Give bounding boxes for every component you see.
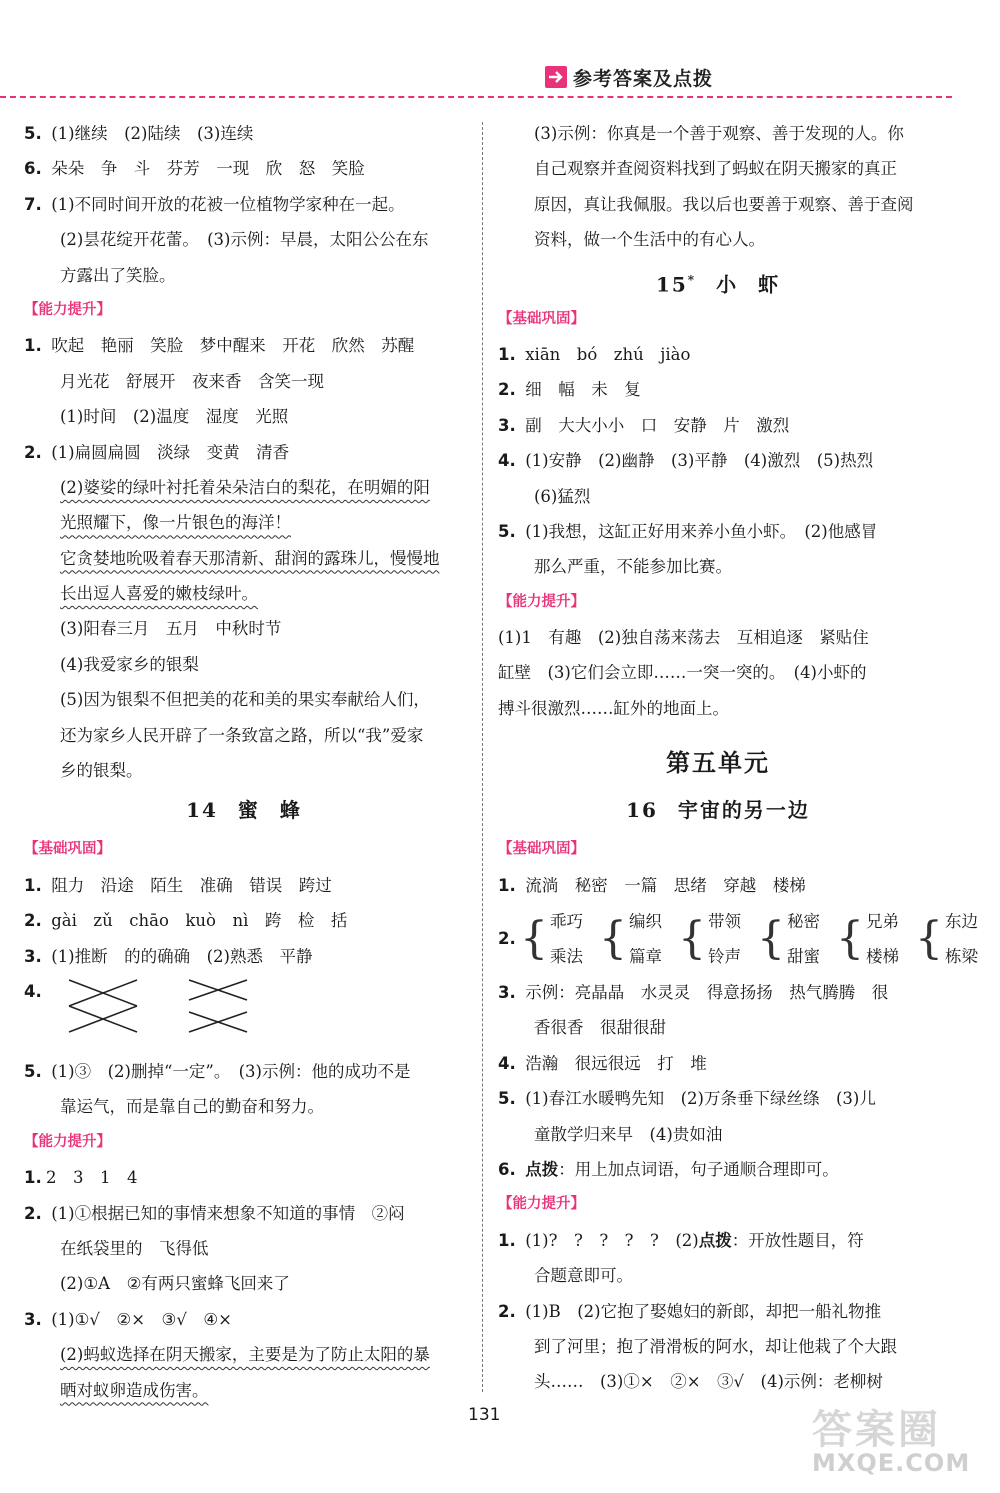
watermark-mark: 答案圈 bbox=[812, 1407, 941, 1453]
header-title: 参考答案及点拨 bbox=[573, 67, 714, 90]
answer-1-line3: (1)时间 (2)温度 湿度 光照 bbox=[60, 407, 289, 427]
answer-2: 2. 细 幅 未 复 bbox=[498, 380, 641, 400]
unit-title: 第五单元 bbox=[666, 749, 770, 778]
answer-2-line2: (2)婆娑的绿叶衬托着朵朵洁白的梨花，在明媚的阳 bbox=[60, 477, 430, 497]
answer-3-cont-line4: 资料，做一个生活中的有心人。 bbox=[534, 230, 765, 250]
answer-2: 2. gài zǔ chāo kuò nì 跨 检 括 bbox=[24, 911, 348, 931]
answer-3-line3: 晒对蚁卵造成伤害。 bbox=[60, 1380, 209, 1400]
section-tag: 【基础巩固】 bbox=[498, 310, 585, 327]
brace-icon: { bbox=[678, 913, 706, 965]
answer-1-line2: 合题意即可。 bbox=[534, 1266, 633, 1286]
answer-3-cont-line2: 自己观察并查阅资料找到了蚂蚁在阴天搬家的真正 bbox=[534, 159, 897, 179]
column-divider bbox=[482, 122, 483, 1392]
answer-2: 2. (1)扁圆扁圆 淡绿 变黄 清香 bbox=[24, 442, 290, 462]
matching-lines-diagram-2 bbox=[183, 974, 253, 1036]
answer-6: 6. 点拨：用上加点词语，句子通顺合理即可。 bbox=[498, 1159, 839, 1179]
answer-1: 1. 吹起 艳丽 笑脸 梦中醒来 开花 欣然 苏醒 bbox=[24, 336, 415, 356]
answer-7-line3: 方露出了笑脸。 bbox=[60, 265, 176, 285]
matching-lines-diagram-1 bbox=[61, 974, 141, 1036]
answer-2-line8: (5)因为银梨不但把美的花和美的果实奉献给人们， bbox=[60, 690, 430, 710]
answer-3-cont: (3)示例：你真是一个善于观察、善于发现的人。你 bbox=[534, 124, 904, 143]
header-divider bbox=[0, 96, 952, 98]
answer-2-line2: 在纸袋里的 飞得低 bbox=[60, 1238, 209, 1258]
brace-icon: { bbox=[757, 913, 785, 965]
answer-3: 3. (1)①√ ②× ③√ ④× bbox=[24, 1309, 232, 1329]
page-header bbox=[545, 62, 713, 92]
answer-2-line6: (3)阳春三月 五月 中秋时节 bbox=[60, 619, 282, 639]
answer-2-line10: 乡的银梨。 bbox=[60, 761, 143, 781]
answer-1: 1. 阻力 沿途 陌生 准确 错误 跨过 bbox=[24, 875, 332, 895]
answer-4: 4. (1)安静 (2)幽静 (3)平静 (4)激烈 (5)热烈 bbox=[498, 451, 874, 471]
answer-1: 1. (1)? ? ? ? ? (2)点拨：开放性题目，符 bbox=[498, 1230, 864, 1250]
brace-icon: { bbox=[915, 913, 943, 965]
answer-1-line2: 月光花 舒展开 夜来香 含笑一现 bbox=[60, 371, 324, 391]
right-column bbox=[498, 116, 978, 1400]
answer-4: 4. bbox=[24, 974, 464, 1054]
word-pair-group: { 带领 铃声 bbox=[678, 904, 741, 974]
answer-2: 2. (1)①根据已知的事情来想象不知道的事情 ②闷 bbox=[24, 1203, 405, 1223]
answer-3: 3. 副 大大小小 口 安静 片 激烈 bbox=[498, 415, 790, 435]
left-column bbox=[24, 116, 464, 1408]
answer-1: 1. xiān bó zhú jiào bbox=[498, 344, 691, 364]
lesson-title-16: 16 宇宙的另一边 bbox=[626, 798, 810, 823]
brace-icon: { bbox=[836, 913, 864, 965]
answer-5: 5. (1)春江水暖鸭先知 (2)万条垂下绿丝绦 (3)儿 bbox=[498, 1089, 876, 1109]
arrow-right-icon bbox=[545, 66, 567, 88]
section-tag: 【基础巩固】 bbox=[24, 841, 111, 858]
watermark-logo bbox=[812, 1398, 972, 1488]
answer-2: 2. { 乖巧 乘法 { 编织 篇章 { 带领 铃声 { 秘密 甜蜜 { 兄弟 楼梯 { 东边 栋梁 bbox=[498, 903, 938, 975]
answer-ability-line3: 搏斗很激烈……缸外的地面上。 bbox=[498, 698, 729, 718]
answer-3-line2: 香很香 很甜很甜 bbox=[534, 1018, 666, 1038]
answer-5: 5. (1)我想，这缸正好用来养小鱼小虾。 (2)他感冒 bbox=[498, 521, 878, 541]
page-number: 131 bbox=[468, 1405, 501, 1425]
answer-5: 5. (1)③ (2)删掉“一定”。 (3)示例：他的成功不是 bbox=[24, 1061, 411, 1081]
brace-icon: { bbox=[599, 913, 627, 965]
section-tag: 【能力提升】 bbox=[24, 301, 111, 318]
answer-2-line3: 光照耀下，像一片银色的海洋！ bbox=[60, 513, 291, 533]
answer-ability-line2: 缸壁 (3)它们会立即……一突一突的。 (4)小虾的 bbox=[498, 663, 867, 683]
word-pair-group: { 秘密 甜蜜 bbox=[757, 904, 820, 974]
answer-2-line2: 到了河里；抱了滑滑板的阿水，却让他栽了个大跟 bbox=[534, 1336, 897, 1356]
answer-3: 3. 示例：亮晶晶 水灵灵 得意扬扬 热气腾腾 很 bbox=[498, 983, 889, 1003]
answer-7: 7. (1)不同时间开放的花被一位植物学家种在一起。 bbox=[24, 194, 405, 214]
answer-4: 4. 浩瀚 很远很远 打 堆 bbox=[498, 1053, 707, 1073]
lesson-title-15: 15* 小 虾 bbox=[655, 272, 781, 297]
watermark-url: MXQE.COM bbox=[812, 1449, 971, 1477]
answer-2-line5: 长出逗人喜爱的嫩枝绿叶。 bbox=[60, 584, 258, 604]
word-pair-group: { 东边 栋梁 bbox=[915, 904, 978, 974]
section-tag: 【能力提升】 bbox=[498, 593, 585, 610]
section-tag: 【基础巩固】 bbox=[498, 841, 585, 858]
answer-1: 1. 2 3 1 4 bbox=[24, 1168, 138, 1188]
answer-7-line2: (2)昙花绽开花蕾。 (3)示例：早晨，太阳公公在东 bbox=[60, 230, 429, 250]
brace-icon: { bbox=[520, 913, 548, 965]
section-tag: 【能力提升】 bbox=[498, 1196, 585, 1213]
answer-5-line2: 那么严重，不能参加比赛。 bbox=[534, 557, 732, 577]
answer-2-line3: 头…… (3)①× ②× ③√ (4)示例：老柳树 bbox=[534, 1372, 883, 1392]
answer-2-line3: (2)①A ②有两只蜜蜂飞回来了 bbox=[60, 1274, 290, 1294]
answer-3-line2: (2)蚂蚁选择在阴天搬家，主要是为了防止太阳的暴 bbox=[60, 1345, 430, 1365]
answer-3-cont-line3: 原因，真让我佩服。我以后也要善于观察、善于查阅 bbox=[534, 194, 914, 214]
answer-6: 6. 朵朵 争 斗 芬芳 一现 欣 怒 笑脸 bbox=[24, 159, 365, 179]
answer-2: 2. (1)B (2)它抱了娶媳妇的新郎，却把一船礼物推 bbox=[498, 1301, 882, 1321]
answer-5: 5. (1)继续 (2)陆续 (3)连续 bbox=[24, 124, 254, 143]
word-pair-group: { 兄弟 楼梯 bbox=[836, 904, 899, 974]
answer-5-line2: 童散学归来早 (4)贵如油 bbox=[534, 1124, 723, 1144]
answer-2-line4: 它贪婪地吮吸着春天那清新、甜润的露珠儿，慢慢地 bbox=[60, 548, 440, 568]
lesson-title-14: 14 蜜 蜂 bbox=[186, 798, 302, 823]
answer-2-line9: 还为家乡人民开辟了一条致富之路，所以“我”爱家 bbox=[60, 725, 424, 745]
answer-ability: (1)1 有趣 (2)独自荡来荡去 互相追逐 紧贴住 bbox=[498, 628, 869, 648]
answer-5-line2: 靠运气，而是靠自己的勤奋和努力。 bbox=[60, 1097, 324, 1117]
answer-4-line2: (6)猛烈 bbox=[534, 486, 591, 506]
word-pair-group: { 乖巧 乘法 bbox=[520, 904, 583, 974]
answer-2-line7: (4)我爱家乡的银梨 bbox=[60, 654, 199, 674]
answer-3: 3. (1)推断 的的确确 (2)熟悉 平静 bbox=[24, 946, 313, 966]
section-tag: 【能力提升】 bbox=[24, 1133, 111, 1150]
answer-1: 1. 流淌 秘密 一篇 思绪 穿越 楼梯 bbox=[498, 875, 806, 895]
word-pair-group: { 编织 篇章 bbox=[599, 904, 662, 974]
